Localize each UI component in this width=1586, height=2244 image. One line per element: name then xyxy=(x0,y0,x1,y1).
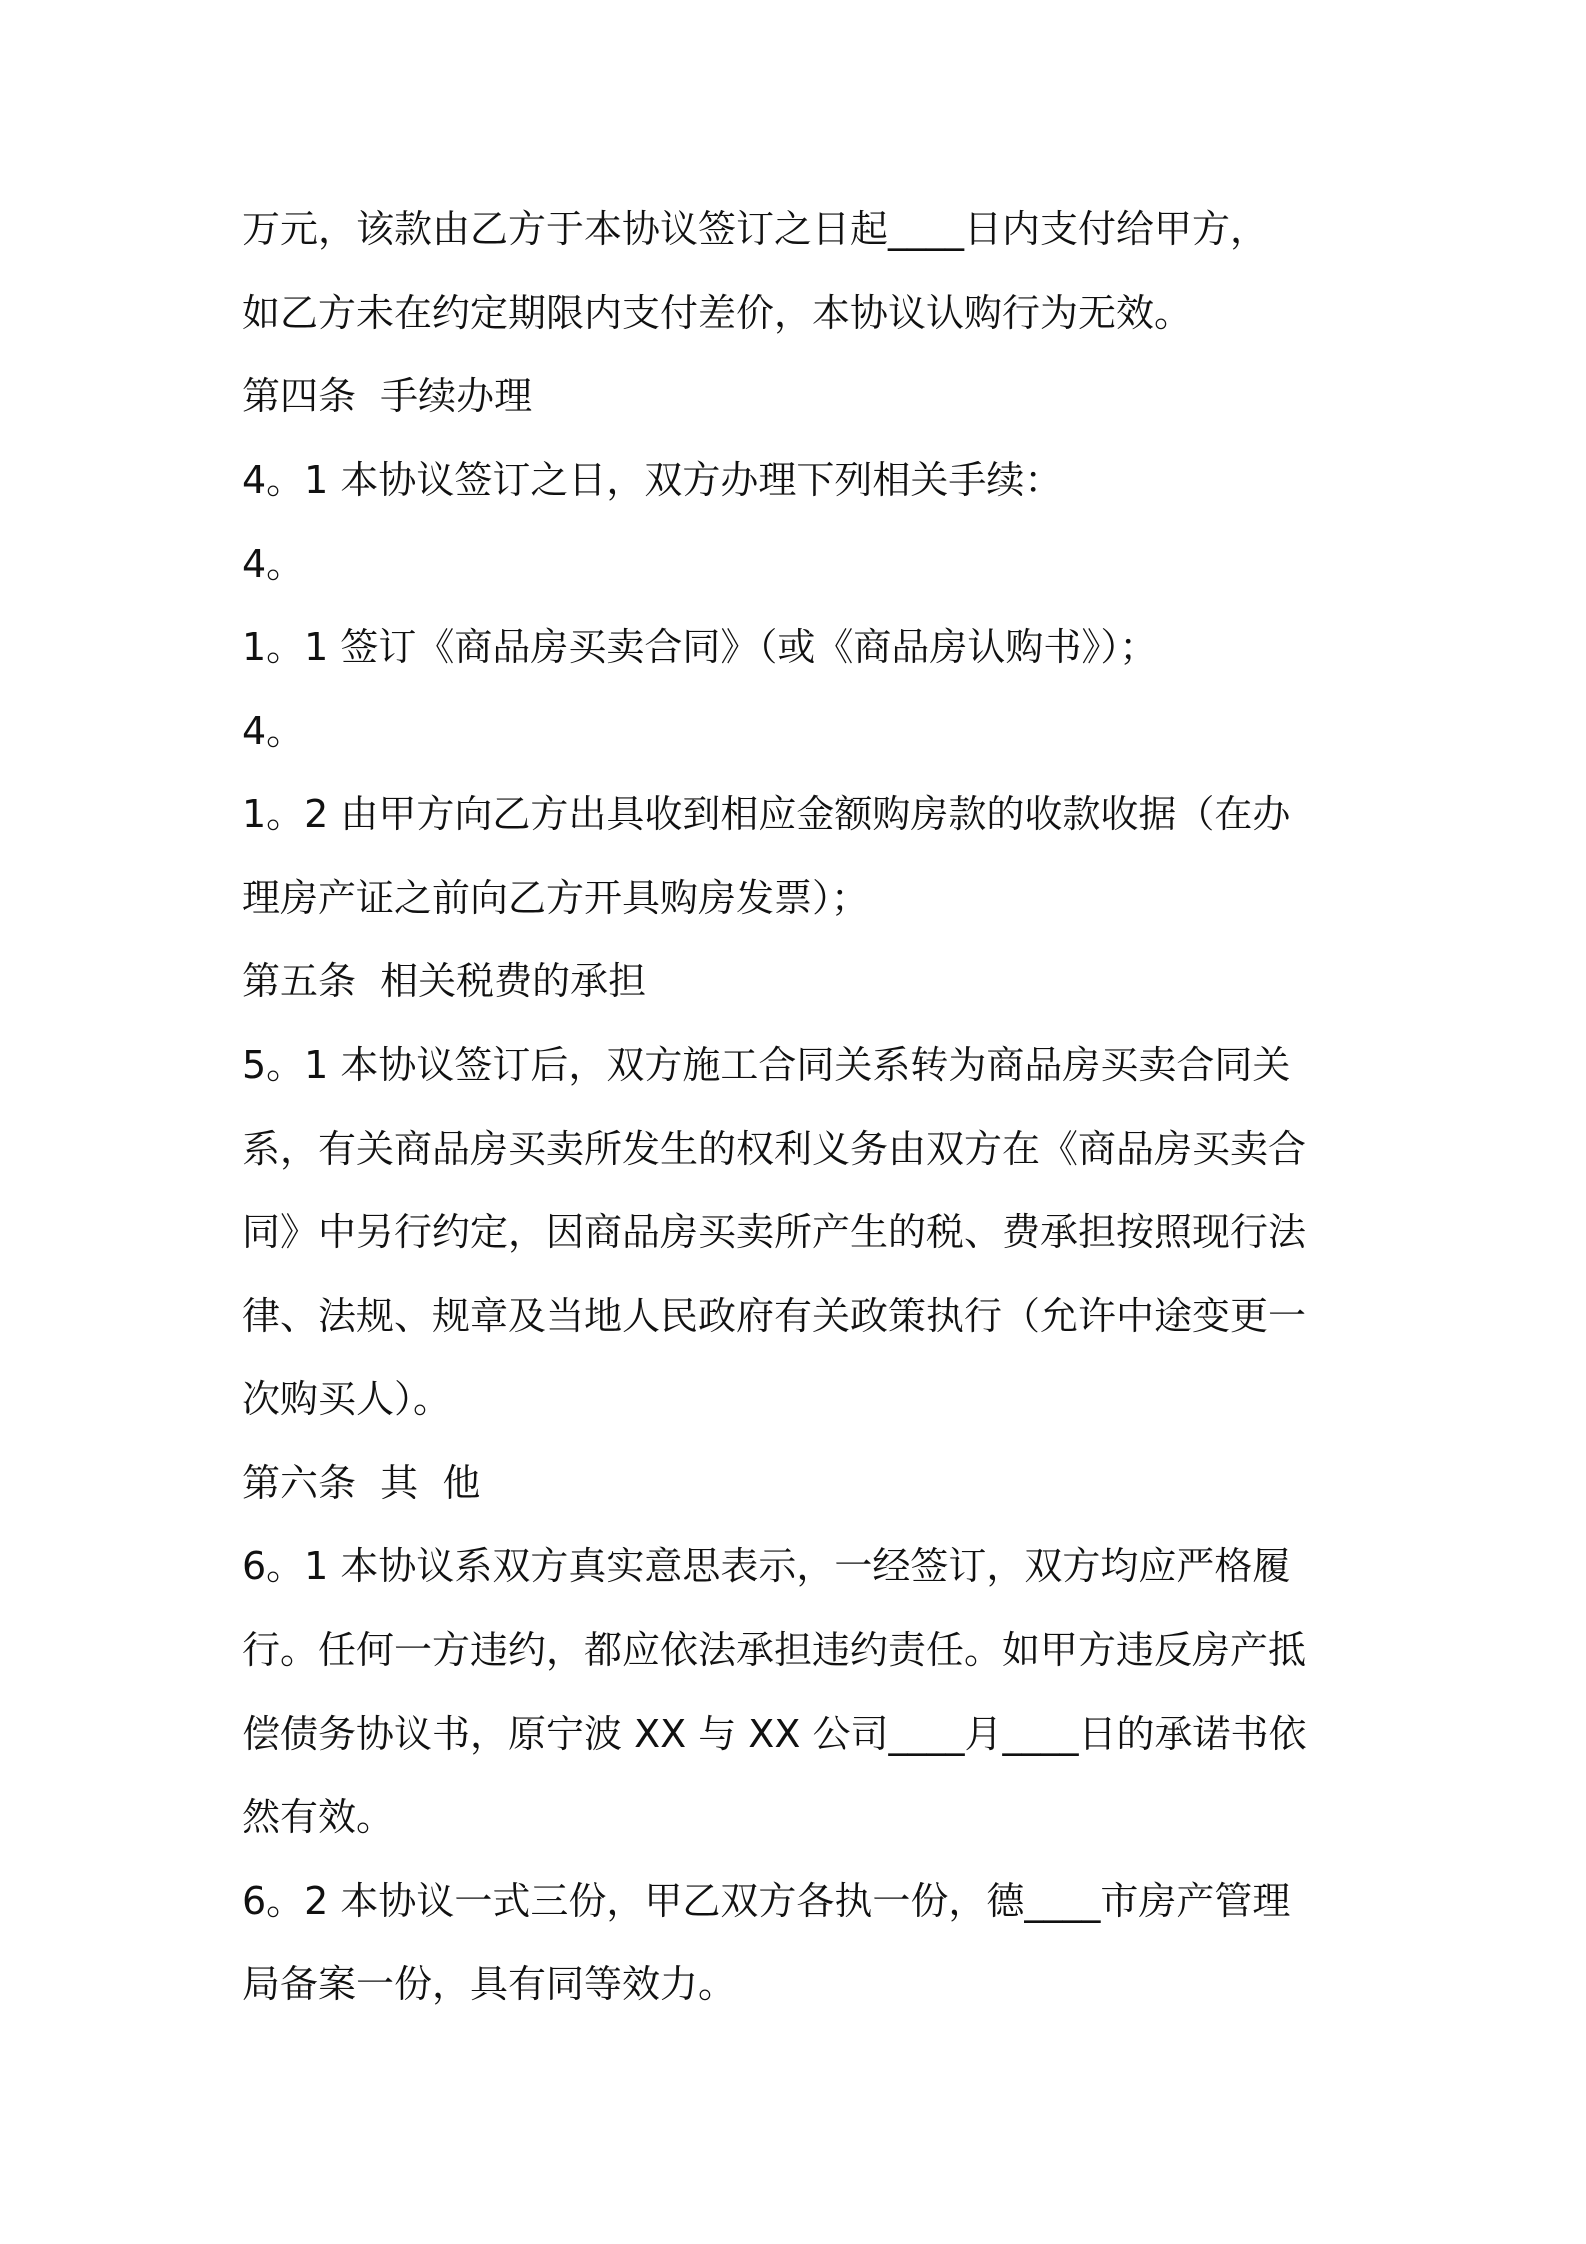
text-line: 4。1 本协议签订之日，双方办理下列相关手续： xyxy=(242,458,1063,502)
text-line: 局备案一份，具有同等效力。 xyxy=(242,1962,737,2006)
text-line: 6。2 本协议一式三份，甲乙双方各执一份，德____市房产管理 xyxy=(242,1879,1291,1923)
section-heading-4: 第四条 手续办理 xyxy=(242,374,533,418)
text-line: 如乙方未在约定期限内支付差价，本协议认购行为无效。 xyxy=(242,291,1193,335)
text-line: 次购买人）。 xyxy=(242,1377,452,1421)
text-line: 1。2 由甲方向乙方出具收到相应金额购房款的收款收据（在办 xyxy=(242,792,1291,836)
text-line: 行。任何一方违约，都应依法承担违约责任。如甲方违反房产抵 xyxy=(242,1628,1307,1672)
text-line: 律、法规、规章及当地人民政府有关政策执行（允许中途变更一 xyxy=(242,1294,1307,1338)
text-line: 4。 xyxy=(242,542,305,586)
text-line: 6。1 本协议系双方真实意思表示，一经签订，双方均应严格履 xyxy=(242,1544,1291,1588)
section-heading-6: 第六条 其 他 xyxy=(242,1461,481,1505)
text-line: 同》中另行约定，因商品房买卖所产生的税、费承担按照现行法 xyxy=(242,1210,1307,1254)
text-line: 偿债务协议书，原宁波 XX 与 XX 公司____月____日的承诺书依 xyxy=(242,1712,1307,1756)
text-line: 1。1 签订《商品房买卖合同》（或《商品房认购书》）； xyxy=(242,625,1158,669)
text-line: 4。 xyxy=(242,709,305,753)
section-heading-5: 第五条 相关税费的承担 xyxy=(242,959,647,1003)
text-line: 5。1 本协议签订后，双方施工合同关系转为商品房买卖合同关 xyxy=(242,1043,1291,1087)
text-line: 万元，该款由乙方于本协议签订之日起____日内支付给甲方， xyxy=(242,207,1269,251)
text-line: 然有效。 xyxy=(242,1795,395,1839)
text-line: 系，有关商品房买卖所发生的权利义务由双方在《商品房买卖合 xyxy=(242,1127,1307,1171)
text-line: 理房产证之前向乙方开具购房发票）； xyxy=(242,876,870,920)
